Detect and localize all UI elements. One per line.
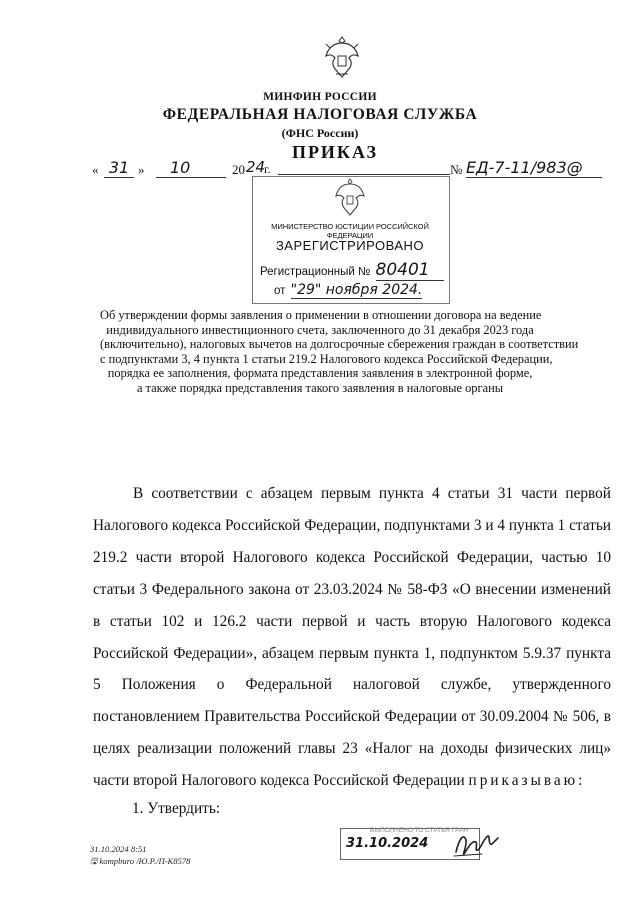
title-line: индивидуального инвестиционного счета, заключенного до 31 декабря 2023 года <box>106 322 534 337</box>
service-heading: ФЕДЕРАЛЬНАЯ НАЛОГОВАЯ СЛУЖБА <box>162 106 478 123</box>
order-title <box>100 308 579 396</box>
order-year-suffix: г. <box>264 162 271 176</box>
close-quote: » <box>138 162 145 177</box>
stamp-status: ЗАРЕГИСТРИРОВАНО <box>275 238 425 253</box>
stamp-ministry: МИНИСТЕРСТВО ЮСТИЦИИ РОССИЙСКОЙ ФЕДЕРАЦИИ <box>271 222 429 240</box>
order-number: ЕД-7-11/983@ <box>466 158 602 178</box>
number-sign: № <box>450 162 463 177</box>
order-day: 31 <box>104 158 134 178</box>
document-type: ПРИКАЗ <box>291 142 379 162</box>
stamp-date-row <box>274 282 422 299</box>
stamp-reg-row <box>260 260 444 281</box>
open-quote: « <box>92 162 99 177</box>
footer-meta <box>90 843 190 867</box>
signature-stamp-faint-text: ВЫПОЛНЕНО ТО СТАТЬЯ ГРАН <box>370 827 469 834</box>
order-month: 10 <box>156 158 226 178</box>
title-line: (включительно), налоговых вычетов на долгосрочные сбережения граждан в соответствии <box>100 337 579 352</box>
stamp-date-value: "29" ноября 2024. <box>290 282 423 298</box>
preamble-text: В соответствии с абзацем первым пункта 4 статьи 31 части первой Налогового кодекса Российской Федерации, подпунктами 3 и 4 пункта 1 статьи 219.2 части второй Налогового кодекса Российской Федерации, частью 10 статьи 3 Федерального закона от 23.03.2024 № 58-ФЗ «О внесении изменений в статьи 102 и 126.2 части первой и часть вторую Налогового кодекса Российской Федерации», абзацем первым пункта 1, подпунктом 5.9.37 пункта 5 Положения о Федеральной налоговой службе, утвержденного постановлением Правительства Российской Федерации от 30.09.2004 № 506, в целях реализации положений главы 23 «Налог на доходы физических лиц» части второй Налогового кодекса Российской Федерации <box>93 485 611 790</box>
title-line: Об утверждении формы заявления о применении в отношении договора на ведение <box>100 308 542 322</box>
registration-stamp <box>252 176 450 304</box>
title-line: с подпунктами 3, 4 пункта 1 статьи 219.2 Налогового кодекса Российской Федерации, <box>100 351 553 366</box>
item-1: 1. Утвердить: <box>132 800 221 817</box>
stamp-eagle-icon <box>332 178 368 218</box>
date-underline <box>278 174 450 175</box>
coat-of-arms-emblem <box>322 34 362 80</box>
handwritten-signature <box>452 826 500 862</box>
preamble-paragraph <box>93 478 611 797</box>
file-icon: 🖫 <box>90 856 98 866</box>
signature-stamp-date: 31.10.2024 <box>346 836 429 851</box>
footer-file-ref-text: kompburo /Ю.Р./П-К8578 <box>99 856 191 866</box>
order-body <box>93 478 611 797</box>
stamp-reg-number: 80401 <box>376 260 444 281</box>
stamp-date-label: от <box>274 285 286 297</box>
footer-timestamp: 31.10.2024 8:51 <box>90 844 147 854</box>
decree-word: приказываю: <box>468 772 586 790</box>
service-abbreviation: (ФНС России) <box>281 126 359 140</box>
order-year-handwritten: 24 <box>246 158 266 176</box>
title-line: а также порядка представления такого заявления в налоговые органы <box>136 380 504 395</box>
title-line: порядка ее заполнения, формата представления заявления в электронной форме, <box>107 366 533 381</box>
order-year-prefix: 20 <box>232 162 245 177</box>
stamp-reg-label: Регистрационный № <box>260 266 371 278</box>
footer-file-ref <box>90 855 190 867</box>
ministry-heading: МИНФИН РОССИИ <box>263 91 377 103</box>
